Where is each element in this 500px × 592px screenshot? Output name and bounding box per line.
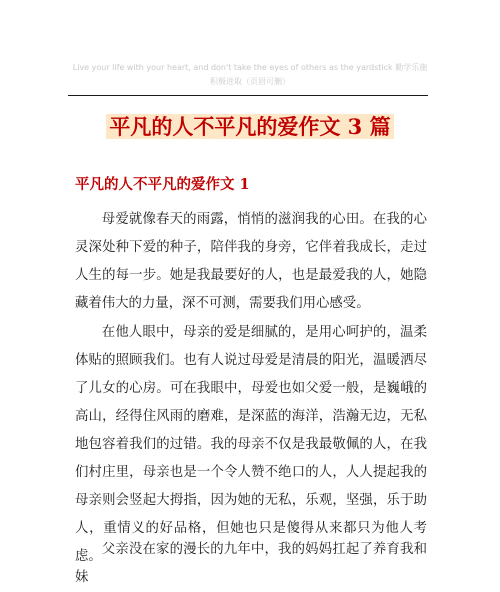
section-title: 平凡的人不平凡的爱作文 1 [75, 176, 250, 193]
document-title-text: 平凡的人不平凡的爱作文 3 篇 [106, 114, 393, 139]
document-title [0, 113, 500, 141]
paragraph-2: 在他人眼中，母亲的爱是细腻的，是用心呵护的，温柔体贴的照顾我们。也有人说过母爱是清晨的阳光，温暖洒尽了儿女的心房。可在我眼中，母爱也如父爱一般，是巍峨的高山，经得住风雨的磨难，是深蓝的海洋，浩瀚无边，无私地包容着我们的过错。我的母亲不仅是我最敬佩的人，在我们村庄里，母亲也是一个令人赞不绝口的人，人人提起我的母亲则会竖起大拇指，因为她的无私，乐观，坚强，乐于助人，重情义的好品格，但她也只是傻得从来都只为他人考虑。 [75, 325, 427, 564]
paragraph-1: 母爱就像春天的雨露，悄悄的滋润我的心田。在我的心灵深处种下爱的种子，陪伴我的身旁，它伴着我成长，走过人生的每一步。她是我最要好的人，也是最爱我的人，她隐藏着伟大的力量，深不可测，需要我们用心感受。 [75, 212, 427, 311]
paragraph-3: 父亲没在家的漫长的九年中，我的妈妈扛起了养育我和妹 [75, 542, 427, 585]
header-note: Live your life with your heart, and don't take the eyes of others as the yardstick 勤学乐施 积极进取（页眉可删） [72, 63, 436, 86]
header-divider [68, 95, 428, 96]
